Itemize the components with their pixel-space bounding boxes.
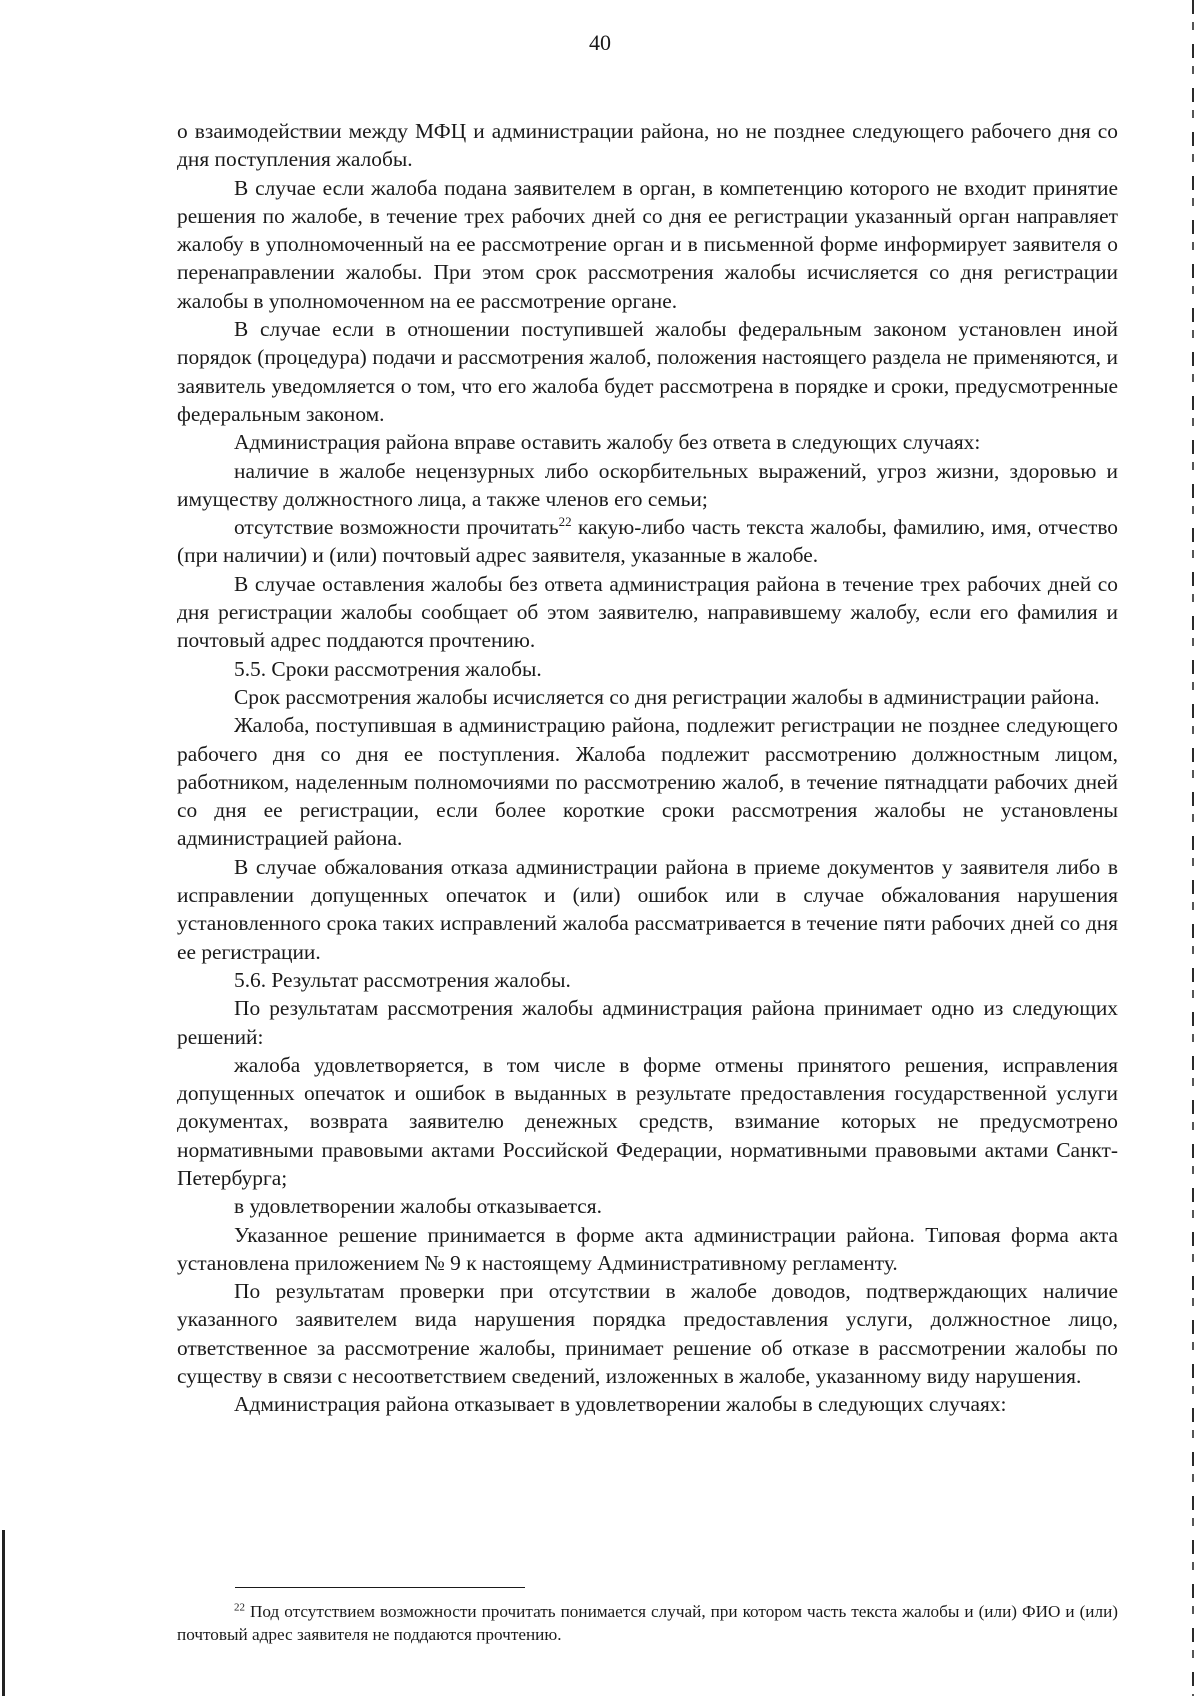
paragraph-11: В случае обжалования отказа администрации района в приеме документов у заявителя либо в исправлении допущенных опечаток и (или) ошибок или в случае обжалования нарушения установленного срока таких исправлений жалоба рассматривается в течение пяти рабочих дней со дня ее регистрации. [177,854,1118,964]
document-body [177,117,1118,1419]
paragraph-18: Администрация района отказывает в удовлетворении жалобы в следующих случаях: [234,1392,1007,1417]
footnote-marker: 22 [234,1601,245,1614]
section-heading-5-5: 5.5. Сроки рассмотрения жалобы. [234,656,542,681]
scan-edge-right [1192,0,1194,1696]
footnote-separator [235,1587,525,1588]
paragraph-17: По результатам проверки при отсутствии в жалобе доводов, подтверждающих наличие указанного заявителем вида нарушения порядка предоставления услуги, должностное лицо, ответственное за рассмотрение жалобы, принимает решение об отказе в рассмотрении жалобы по существу в связи с несоответствием сведений, изложенных в жалобе, указанному виду нарушения. [177,1279,1118,1389]
paragraph-4: Администрация района вправе оставить жалобу без ответа в следующих случаях: [234,430,981,455]
paragraph-6-end: какую-либо часть текста жалобы, фамилию, имя, отчество (при наличии) и (или) почтовый адрес заявителя, указанные в жалобе. [177,515,1118,568]
footnote-text: Под отсутствием возможности прочитать понимается случай, при котором часть текста жалобы и (или) ФИО и (или) почтовый адрес заявителя не поддаются прочтению. [177,1602,1118,1644]
paragraph-14: жалоба удовлетворяется, в том числе в форме отмены принятого решения, исправления допущенных опечаток и ошибок в выданных в результате предоставления государственной услуги документах, возврата заявителю денежных средств, взимание которых не предусмотрено нормативными правовыми актами Российской Федерации, нормативными правовыми актами Санкт-Петербурга; [177,1052,1118,1190]
footnote-ref-22[interactable]: 22 [558,514,572,530]
footnote-22 [177,1600,1118,1646]
paragraph-3: В случае если в отношении поступившей жалобы федеральным законом установлен иной порядок (процедура) подачи и рассмотрения жалоб, положения настоящего раздела не применяются, и заявитель уведомляется о том, что его жалоба будет рассмотрена в порядке и сроки, предусмотренные федеральным законом. [177,317,1118,426]
paragraph-13: По результатам рассмотрения жалобы администрация района принимает одно из следующих решений: [177,996,1118,1049]
paragraph-9: Срок рассмотрения жалобы исчисляется со дня регистрации жалобы в администрации района. [234,684,1100,709]
section-heading-5-6: 5.6. Результат рассмотрения жалобы. [234,967,571,992]
paragraph-2: В случае если жалоба подана заявителем в орган, в компетенцию которого не входит принятие решения по жалобе, в течение трех рабочих дней со дня ее регистрации указанный орган направляет жалобу в уполномоченный на ее рассмотрение орган и в письменной форме информирует заявителя о перенаправлении жалобы. При этом срок рассмотрения жалобы исчисляется со дня регистрации жалобы в уполномоченном на ее рассмотрение органе. [177,175,1118,313]
paragraph-15: в удовлетворении жалобы отказывается. [234,1194,602,1219]
paragraph-5: наличие в жалобе нецензурных либо оскорбительных выражений, угроз жизни, здоровью и имуществу должностного лица, а также членов его семьи; [177,458,1118,511]
paragraph-16: Указанное решение принимается в форме акта администрации района. Типовая форма акта установлена приложением № 9 к настоящему Административному регламенту. [177,1222,1118,1275]
page-number: 40 [589,30,611,55]
paragraph-7: В случае оставления жалобы без ответа администрация района в течение трех рабочих дней со дня регистрации жалобы сообщает об этом заявителю, направившему жалобу, если его фамилия и почтовый адрес поддаются прочтению. [177,571,1118,653]
paragraph-10: Жалоба, поступившая в администрацию района, подлежит регистрации не позднее следующего рабочего дня со дня ее поступления. Жалоба подлежит рассмотрению должностным лицом, работником, наделенным полномочиями по рассмотрению жалоб, в течение пятнадцати рабочих дней со дня ее регистрации, если более короткие сроки рассмотрения жалобы не установлены администрацией района. [177,713,1118,851]
paragraph-6-start: отсутствие возможности прочитать [234,515,559,540]
paragraph-6 [177,513,1118,570]
paragraph-1: о взаимодействии между МФЦ и администрации района, но не позднее следующего рабочего дня со дня поступления жалобы. [177,119,1118,172]
scan-edge-left [2,1530,5,1696]
